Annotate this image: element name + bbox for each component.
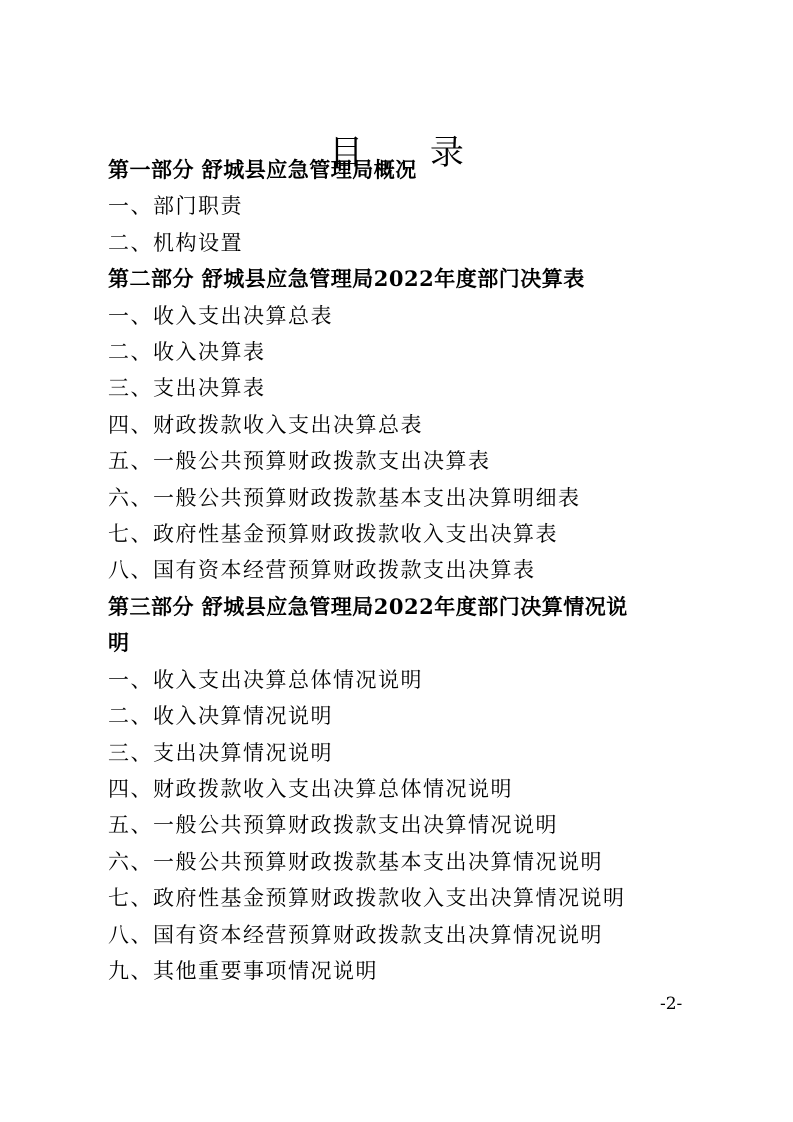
- toc-entry: 九、其他重要事项情况说明: [108, 958, 378, 983]
- toc-entry: 七、政府性基金预算财政拨款收入支出决算情况说明: [108, 886, 626, 911]
- toc-part-heading: 第二部分 舒城县应急管理局2022年度部门决算表: [108, 266, 585, 292]
- toc-entry: 五、一般公共预算财政拨款支出决算表: [108, 449, 491, 474]
- toc-entry: 八、国有资本经营预算财政拨款支出决算表: [108, 558, 536, 583]
- toc-entry: 八、国有资本经营预算财政拨款支出决算情况说明: [108, 922, 603, 947]
- toc-entry: 一、收入支出决算总表: [108, 303, 333, 328]
- toc-entry: 五、一般公共预算财政拨款支出决算情况说明: [108, 813, 558, 838]
- toc-entry: 一、收入支出决算总体情况说明: [108, 667, 423, 692]
- toc-entry: 二、机构设置: [108, 230, 243, 255]
- toc-entry: 二、收入决算表: [108, 340, 266, 365]
- toc-entry: 六、一般公共预算财政拨款基本支出决算情况说明: [108, 849, 603, 874]
- table-of-contents: [108, 152, 708, 989]
- toc-entry: 七、政府性基金预算财政拨款收入支出决算表: [108, 522, 558, 547]
- toc-part-heading-continuation: 明: [108, 630, 130, 656]
- toc-part-heading: 第三部分 舒城县应急管理局2022年度部门决算情况说: [108, 593, 628, 619]
- toc-entry: 三、支出决算表: [108, 376, 266, 401]
- toc-title: 目 录: [329, 132, 492, 173]
- page-number: -2-: [660, 994, 683, 1014]
- toc-entry: 二、收入决算情况说明: [108, 704, 333, 729]
- toc-entry: 三、支出决算情况说明: [108, 740, 333, 765]
- toc-entry: 四、财政拨款收入支出决算总表: [108, 412, 423, 437]
- toc-entry: 六、一般公共预算财政拨款基本支出决算明细表: [108, 485, 581, 510]
- toc-entry: 四、财政拨款收入支出决算总体情况说明: [108, 776, 513, 801]
- toc-entry: 一、部门职责: [108, 194, 243, 219]
- toc-part-heading: 第一部分 舒城县应急管理局概况: [108, 157, 417, 182]
